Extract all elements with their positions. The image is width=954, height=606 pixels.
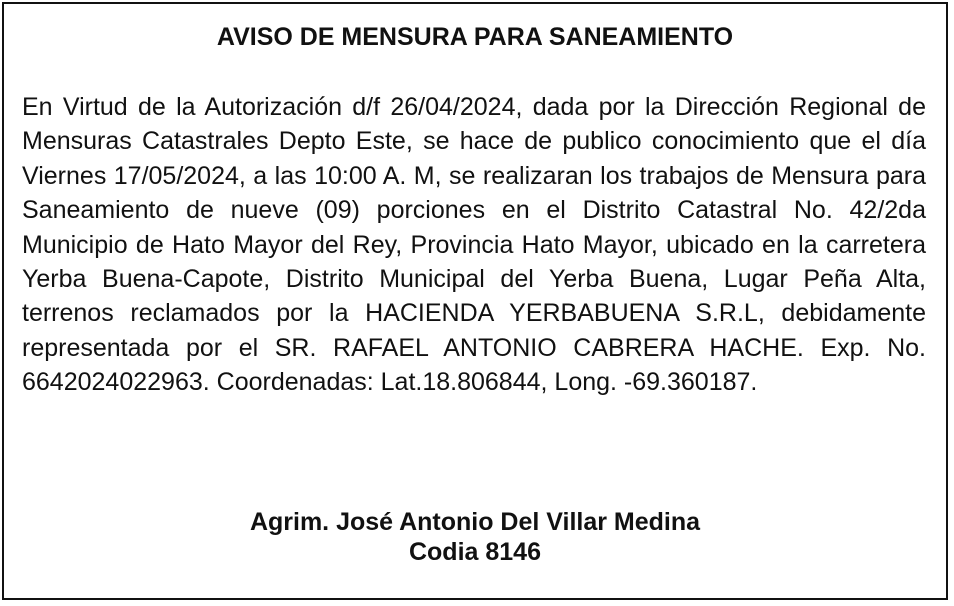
signature-block [4, 507, 946, 567]
signer-codia: Codia 8146 [408, 538, 541, 566]
notice-body: En Virtud de la Autorización d/f 26/04/2024, dada por la Dirección Regional de Mensuras Catastrales Depto Este, se hace de publico conocimiento que el día Viernes 17/05/2024, a las 10:00 A. M, se realizaran los trabajos de Mensura para Saneamiento de nueve (09) porciones en el Distrito Catastral No. 42/2da Municipio de Hato Mayor del Rey, Provincia Hato Mayor, ubicado en la carretera Yerba Buena-Capote, Distrito Municipal del Yerba Buena, Lugar Peña Alta, terrenos reclamados por la HACIENDA YERBABUENA S.R.L, debidamente representada por el SR. RAFAEL ANTONIO CABRERA HACHE. Exp. No. 6642024022963. Coordenadas: Lat.18.806844, Long. -69.360187. [22, 93, 926, 397]
notice-box [2, 2, 948, 600]
notice-title: AVISO DE MENSURA PARA SANEAMIENTO [216, 23, 734, 51]
signer-name: Agrim. José Antonio Del Villar Medina [249, 508, 701, 536]
